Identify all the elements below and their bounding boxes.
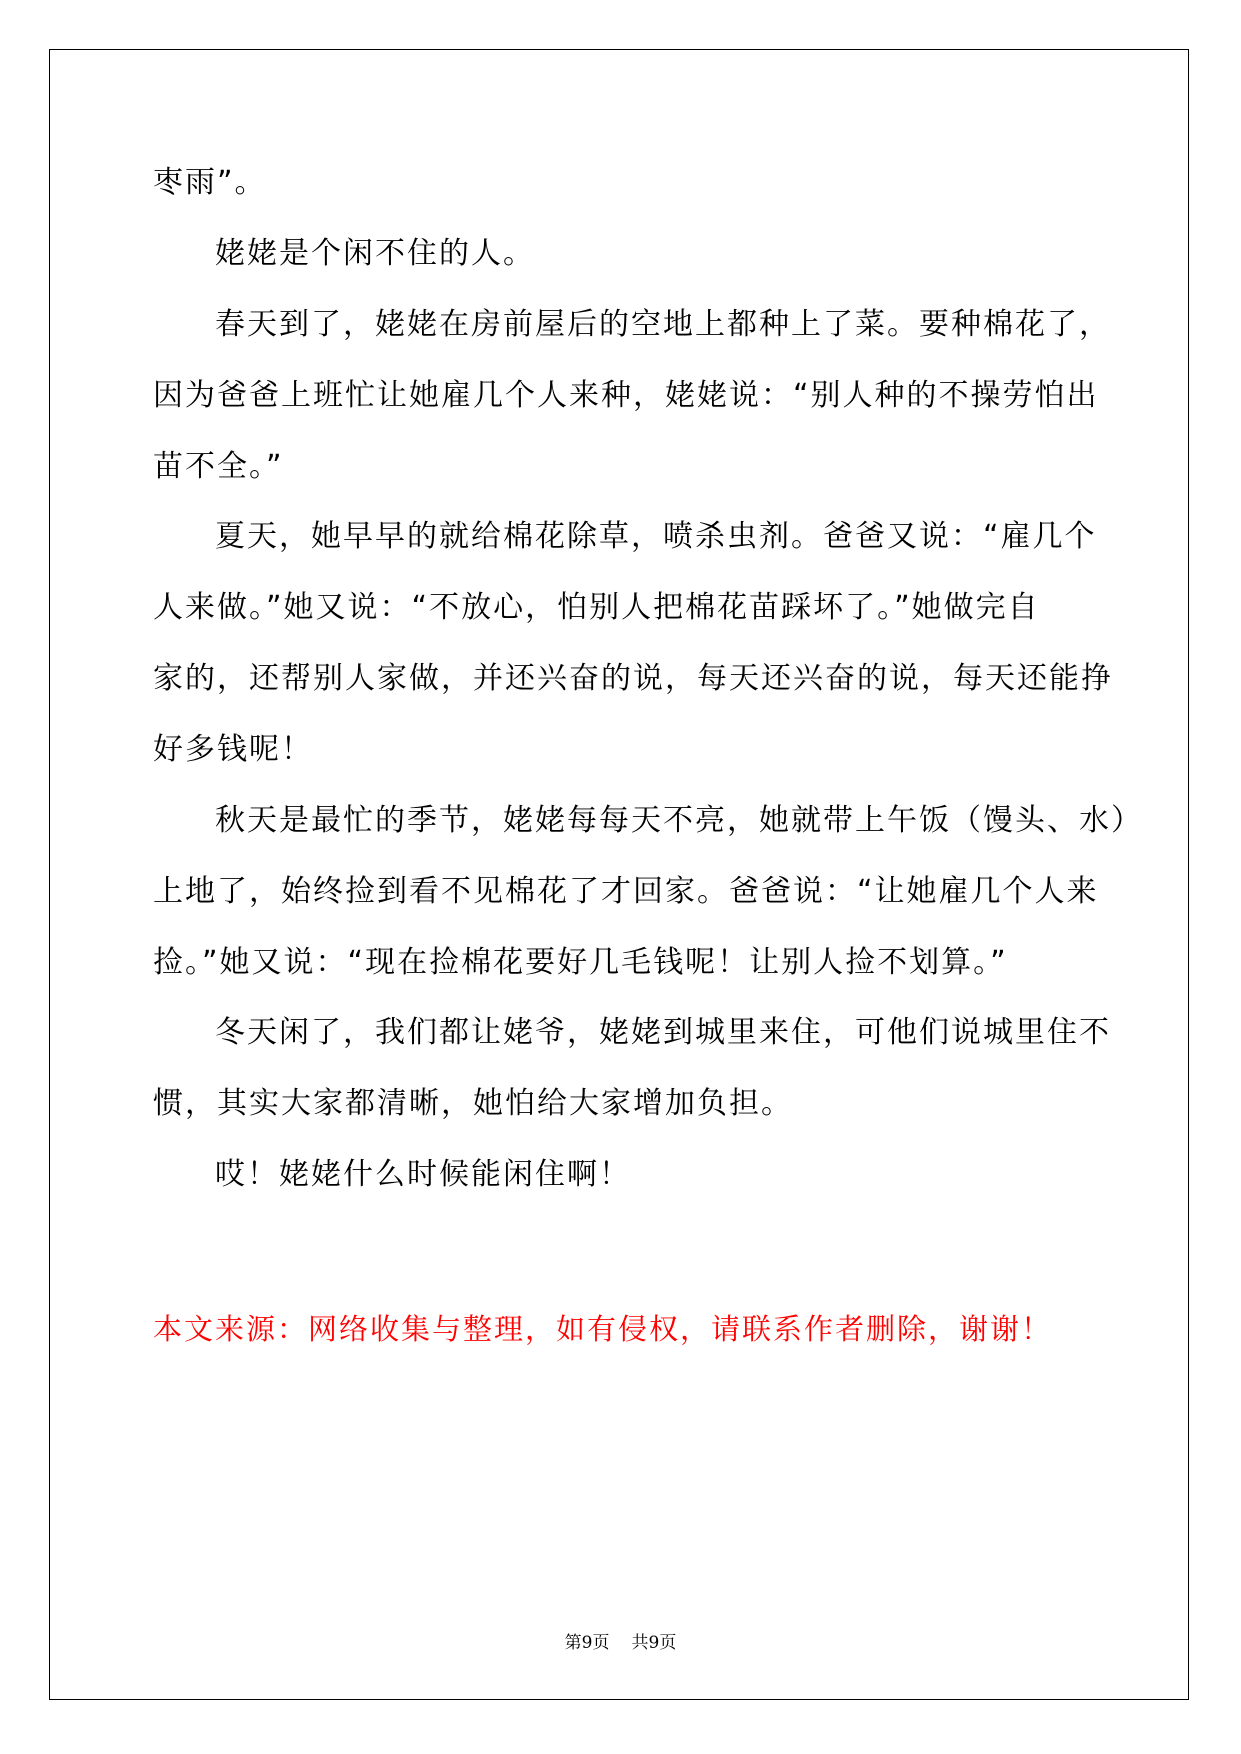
paragraph-line: 枣雨”。 — [153, 165, 267, 200]
paragraph-line: 好多钱呢！ — [153, 732, 313, 767]
paragraph-line: 春天到了，姥姥在房前屋后的空地上都种上了菜。要种棉花了， — [215, 307, 1111, 342]
paragraph-line: 人来做。”她又说：“不放心，怕别人把棉花苗踩坏了。”她做完自 — [153, 590, 1040, 625]
paragraph-line: 姥姥是个闲不住的人。 — [215, 236, 535, 271]
page-number: 第9页 — [564, 1633, 610, 1653]
page-total: 共9页 — [631, 1633, 677, 1653]
paragraph-line: 家的，还帮别人家做，并还兴奋的说，每天还兴奋的说，每天还能挣 — [153, 661, 1113, 696]
paragraph-line: 夏天，她早早的就给棉花除草，喷杀虫剂。爸爸又说：“雇几个 — [215, 519, 1097, 554]
paragraph-line: 哎！姥姥什么时候能闲住啊！ — [215, 1157, 631, 1192]
page-footer — [0, 1631, 1241, 1655]
paragraph-line: 惯，其实大家都清晰，她怕给大家增加负担。 — [153, 1086, 793, 1121]
paragraph-line: 秋天是最忙的季节，姥姥每每天不亮，她就带上午饭（馒头、水） — [215, 803, 1143, 838]
paragraph-line: 捡。”她又说：“现在捡棉花要好几毛钱呢！让别人捡不划算。” — [153, 945, 1008, 980]
paragraph-line: 冬天闲了，我们都让姥爷，姥姥到城里来住，可他们说城里住不 — [215, 1015, 1111, 1050]
paragraph-line: 因为爸爸上班忙让她雇几个人来种，姥姥说：“别人种的不操劳怕出 — [153, 378, 1099, 413]
source-notice: 本文来源：网络收集与整理，如有侵权，请联系作者删除，谢谢！ — [153, 1312, 1053, 1346]
paragraph-line: 苗不全。” — [153, 449, 284, 484]
paragraph-line: 上地了，始终捡到看不见棉花了才回家。爸爸说：“让她雇几个人来 — [153, 874, 1099, 909]
